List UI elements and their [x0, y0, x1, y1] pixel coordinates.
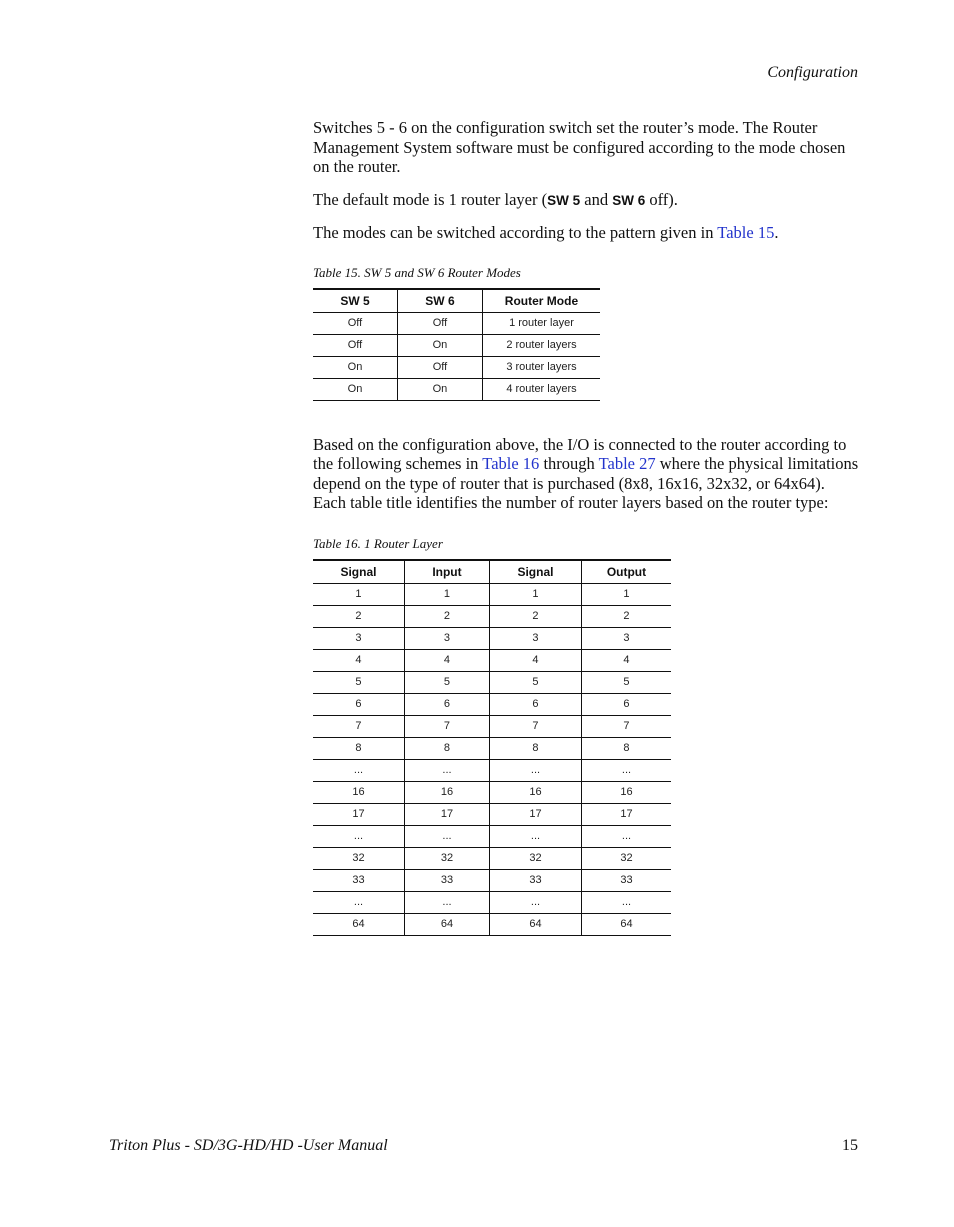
table-cell: 1	[313, 583, 404, 605]
table-cell: 4	[581, 649, 671, 671]
table-cell: 4	[313, 649, 404, 671]
table-cell: 6	[490, 693, 582, 715]
table-cell: Off	[397, 356, 482, 378]
table-cell: ...	[404, 825, 489, 847]
table-row	[313, 671, 671, 693]
table-cell: 4	[404, 649, 489, 671]
table-cell: ...	[404, 759, 489, 781]
table-cell: ...	[581, 759, 671, 781]
table-cell: On	[397, 334, 482, 356]
table-cell: ...	[490, 891, 582, 913]
modes-paragraph: The modes can be switched according to the pattern given in Table 15.	[313, 223, 779, 242]
table-cell: 17	[313, 803, 404, 825]
table-cell: 8	[404, 737, 489, 759]
table-cell: ...	[404, 891, 489, 913]
table-cell: ...	[313, 759, 404, 781]
table-cell: 17	[490, 803, 582, 825]
table-row	[313, 312, 600, 334]
table-row	[313, 781, 671, 803]
table-cell: ...	[490, 825, 582, 847]
table-cell: 4 router layers	[482, 378, 600, 400]
table-row	[313, 378, 600, 400]
sw5-label: SW 5	[547, 192, 581, 208]
table-row	[313, 869, 671, 891]
table-cell: 64	[490, 913, 582, 935]
table-cell: 5	[581, 671, 671, 693]
column-header: SW 5	[313, 289, 397, 313]
table-cell: 2	[313, 605, 404, 627]
footer-title: Triton Plus - SD/3G-HD/HD -User Manual	[109, 1137, 388, 1154]
table-row	[313, 649, 671, 671]
table-cell: 6	[404, 693, 489, 715]
router-modes-table	[313, 288, 600, 401]
table-cell: ...	[313, 825, 404, 847]
table-cell: 5	[490, 671, 582, 693]
table-cell: 6	[581, 693, 671, 715]
table-row	[313, 847, 671, 869]
table15-caption: Table 15. SW 5 and SW 6 Router Modes	[313, 264, 521, 280]
table16-caption: Table 16. 1 Router Layer	[313, 535, 443, 551]
table-cell: 1 router layer	[482, 312, 600, 334]
table-row	[313, 356, 600, 378]
table-cell: 32	[313, 847, 404, 869]
column-header: Router Mode	[482, 289, 600, 313]
table-cell: 33	[313, 869, 404, 891]
table-cell: Off	[313, 334, 397, 356]
table-cell: 64	[581, 913, 671, 935]
table-cell: 16	[490, 781, 582, 803]
table-cell: 8	[581, 737, 671, 759]
table-cell: 3	[313, 627, 404, 649]
table-cell: 2 router layers	[482, 334, 600, 356]
table-cell: 3 router layers	[482, 356, 600, 378]
table-row	[313, 693, 671, 715]
table-cell: 33	[581, 869, 671, 891]
table-cell: 32	[490, 847, 582, 869]
column-header: Signal	[490, 560, 582, 584]
table-cell: 8	[313, 737, 404, 759]
table-cell: Off	[397, 312, 482, 334]
table-cell: 16	[313, 781, 404, 803]
table-cell: 8	[490, 737, 582, 759]
table-cell: 17	[581, 803, 671, 825]
table-row	[313, 334, 600, 356]
page-number: 15	[842, 1137, 858, 1154]
table-row	[313, 583, 671, 605]
table-cell: 33	[490, 869, 582, 891]
table-cell: Off	[313, 312, 397, 334]
table-cell: 7	[490, 715, 582, 737]
intro-paragraph: Switches 5 - 6 on the configuration switch set the router’s mode. The Router Management System software must be configured according to the mode chosen on the router.	[313, 118, 846, 176]
table-row	[313, 605, 671, 627]
table-cell: 1	[581, 583, 671, 605]
table-cell: 7	[313, 715, 404, 737]
table-row	[313, 803, 671, 825]
table-row	[313, 891, 671, 913]
table-cell: 64	[313, 913, 404, 935]
table-row	[313, 759, 671, 781]
sw6-label: SW 6	[612, 192, 646, 208]
table-cell: 16	[404, 781, 489, 803]
table-cell: 7	[404, 715, 489, 737]
table15-link[interactable]: Table 15	[717, 223, 775, 242]
table-cell: ...	[581, 891, 671, 913]
table-row	[313, 737, 671, 759]
table16-link[interactable]: Table 16	[482, 454, 540, 473]
router-layer-table	[313, 559, 671, 936]
column-header: Signal	[313, 560, 404, 584]
table-row	[313, 913, 671, 935]
default-mode-paragraph: The default mode is 1 router layer (SW 5 and SW 6 off).	[313, 189, 678, 209]
table27-link[interactable]: Table 27	[598, 454, 656, 473]
table-cell: 6	[313, 693, 404, 715]
table-cell: 1	[404, 583, 489, 605]
running-header: Configuration	[767, 64, 858, 81]
column-header: Output	[581, 560, 671, 584]
column-header: SW 6	[397, 289, 482, 313]
table-row	[313, 627, 671, 649]
table-cell: 2	[490, 605, 582, 627]
table-cell: ...	[313, 891, 404, 913]
table-cell: 3	[581, 627, 671, 649]
table-cell: On	[313, 378, 397, 400]
table-row	[313, 825, 671, 847]
table-cell: 4	[490, 649, 582, 671]
table-cell: 32	[404, 847, 489, 869]
table-cell: 2	[404, 605, 489, 627]
table-cell: 32	[581, 847, 671, 869]
table-cell: 1	[490, 583, 582, 605]
table-cell: 16	[581, 781, 671, 803]
table-cell: 17	[404, 803, 489, 825]
table-cell: 2	[581, 605, 671, 627]
table-cell: 33	[404, 869, 489, 891]
page-content	[313, 118, 861, 936]
table-cell: 64	[404, 913, 489, 935]
table-cell: 3	[490, 627, 582, 649]
table-cell: 5	[313, 671, 404, 693]
table-cell: 3	[404, 627, 489, 649]
table-cell: ...	[490, 759, 582, 781]
schemes-paragraph: Based on the configuration above, the I/O is connected to the router according to the following schemes in Table 16 through Table 27 where the physical limitations depend on the type of router that is purchased (8x8, 16x16, 32x32, or 64x64). Each table title identifies the number of router layers based on the router type:	[313, 434, 859, 512]
table-cell: 7	[581, 715, 671, 737]
table-cell: 5	[404, 671, 489, 693]
table-cell: On	[313, 356, 397, 378]
table-cell: ...	[581, 825, 671, 847]
table-cell: On	[397, 378, 482, 400]
column-header: Input	[404, 560, 489, 584]
table-row	[313, 715, 671, 737]
